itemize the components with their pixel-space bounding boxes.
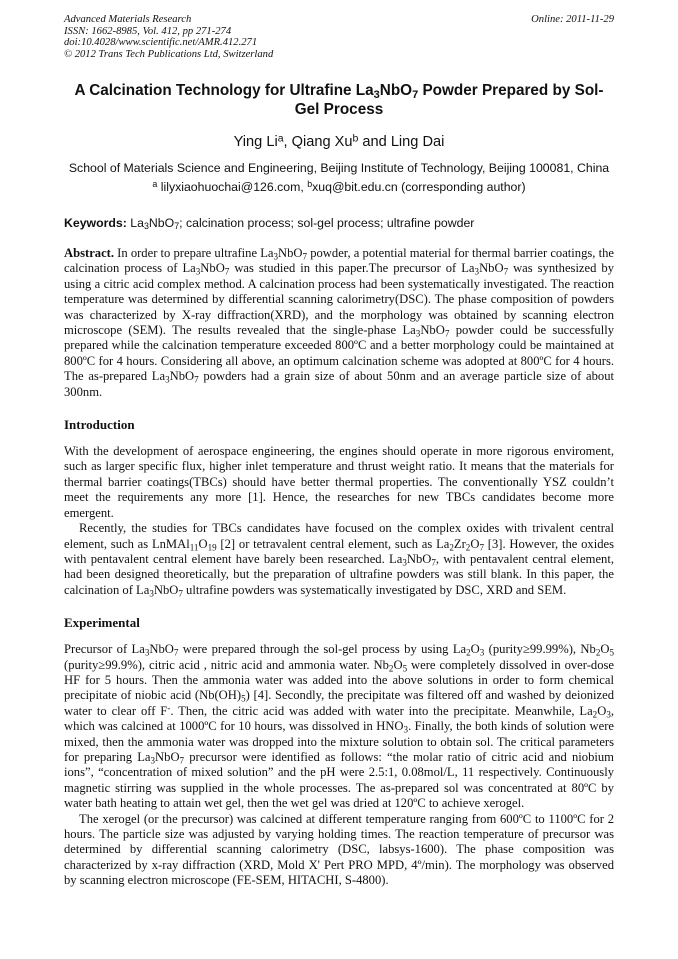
journal-name: Advanced Materials Research (64, 14, 192, 25)
doi-line: doi:10.4028/www.scientific.net/AMR.412.271 (64, 37, 258, 48)
author-emails: $^a$ lilyxiaohuochai@126.com, $^b$xuq@bit.edu.cn (corresponding author) (152, 179, 526, 194)
introduction-paragraph-2: Recently, the studies for TBCs candidates have focused on the complex oxides with trivalent central element, such as $LnMAl_{11}O_{19}$ [2] or tetravalent central element, such as $La_2Zr_2O_7$ [3]. However, the oxides with pentavalent central element have barely been researched. $La_3NbO_7$, with pentavalent central element, had been designed theoretically, but the preparation of ultrafine powders was still blank. In this paper, the calcination of $La_3NbO_7$ ultrafine powders was systematically investigated by DSC, XRD and SEM. (64, 521, 615, 598)
online-date: Online: 2011-11-29 (531, 14, 614, 25)
introduction-paragraph-1: With the development of aerospace engineering, the engines should operate in more rigorous enviroment, such as larger specific flux, higher inlet temperature and thrust weight ratio. It means that the materials for thermal barrier coatings(TBCs) should have better thermal properties. The conventionally YSZ couldn’t meet the requirements any more [1]. Hence, the researches for new TBCs candidates become more emergent. (64, 444, 614, 520)
issn-line: ISSN: 1662-8985, Vol. 412, pp 271-274 (64, 25, 232, 37)
experimental-paragraph-1: Precursor of $La_3NbO_7$ were prepared through the sol-gel process by using $La_2O_3$ (purity≥99.99%), $Nb_2O_5$ (purity≥99.9%), citric acid , nitric acid and ammonia water. $Nb_2O_5$ were completely dissolved in over-dose HF for 5 hours. Then the ammonia water was added into the above solutions in order to form chemical precipitate of niobic acid $(Nb(OH)_5)$ [4]. Secondly, the precipitate was filtered off and washed by deionized water to clear off F-. Then, the citric acid was added with water into the precipitate. Meanwhile, $La_2O_3$, which was calcined at 1000ºC for 10 hours, was dissolved in $HNO_3$. Finally, the both kinds of solution were mixed, then the ammonia water was dropped into the mixture solution to obtain sol. The critical parameters for preparing $La_3NbO_7$ precursor were identified as follows: “the molar ratio of citric acid and niobium ions”, “concentration of mixed solution” and the pH were 2.5:1, 0.08mol/L, 11 respectively. Continuously magnetic stirring was supplied in the whole processes. The as-prepared sol was concentrated at 80ºC by water bath heating to attain wet gel, then the wet gel was dried at 120ºC to achieve xerogel. (64, 642, 615, 811)
keywords: Keywords: $La_3NbO_7$; calcination process; sol-gel process; ultrafine powder (64, 216, 475, 232)
copyright-line: © 2012 Trans Tech Publications Ltd, Switzerland (64, 48, 274, 60)
experimental-heading: Experimental (64, 615, 140, 631)
keywords-label: Keywords: (64, 216, 127, 230)
paper-page (64, 14, 614, 889)
paper-title: A Calcination Technology for Ultrafine $La_3NbO_7$ Powder Prepared by Sol-Gel Process (74, 82, 604, 118)
experimental-paragraph-2: The xerogel (or the precursor) was calcined at different temperature ranging from 600ºC to 1100ºC for 2 hours. The particle size was adjusted by varying holding times. The reaction temperature of precursor was determined by differential scanning calorimetry (DSC, labsys-1600). The phase composition was characterized by x-ray diffraction (XRD, Mold X' Pert PRO MPD, 4º/min). The morphology was observed by scanning electron microscope (FE-SEM, HITACHI, S-4800). (64, 811, 614, 888)
affiliation: School of Materials Science and Engineering, Beijing Institute of Technology, Beijing 100081, China (68, 161, 610, 175)
abstract-label: Abstract. (64, 246, 115, 260)
introduction-heading: Introduction (64, 417, 135, 433)
publication-header (64, 14, 614, 60)
abstract: Abstract. In order to prepare ultrafine $La_3NbO_7$ powder, a potential material for thermal barrier coatings, the calcination process of $La_3NbO_7$ was studied in this paper.The precursor of $La_3NbO_7$ was synthesized by using a citric acid complex method. A calcination process had been systematically investigated. The reaction temperature was determined by differential scanning calorimetry(DSC). The phase composition of powders was characterized by X-ray diffraction(XRD), and the morphology was obtained by scanning electron microscope (SEM). The results revealed that the single-phase $La_3NbO_7$ powder could be successfully prepared while the calcination temperature exceeded 800ºC and a better morphology could be maintained at 800ºC for 4 hours. Considering all above, an optimum calcination scheme was adopted at 800ºC for 4 hours. The as-prepared $La_3NbO_7$ powders had a grain size of about 50nm and an average particle size of about 300nm. (64, 246, 615, 399)
author-list: Ying Li$^a$, Qiang Xu$^b$ and Ling Dai (233, 132, 445, 150)
